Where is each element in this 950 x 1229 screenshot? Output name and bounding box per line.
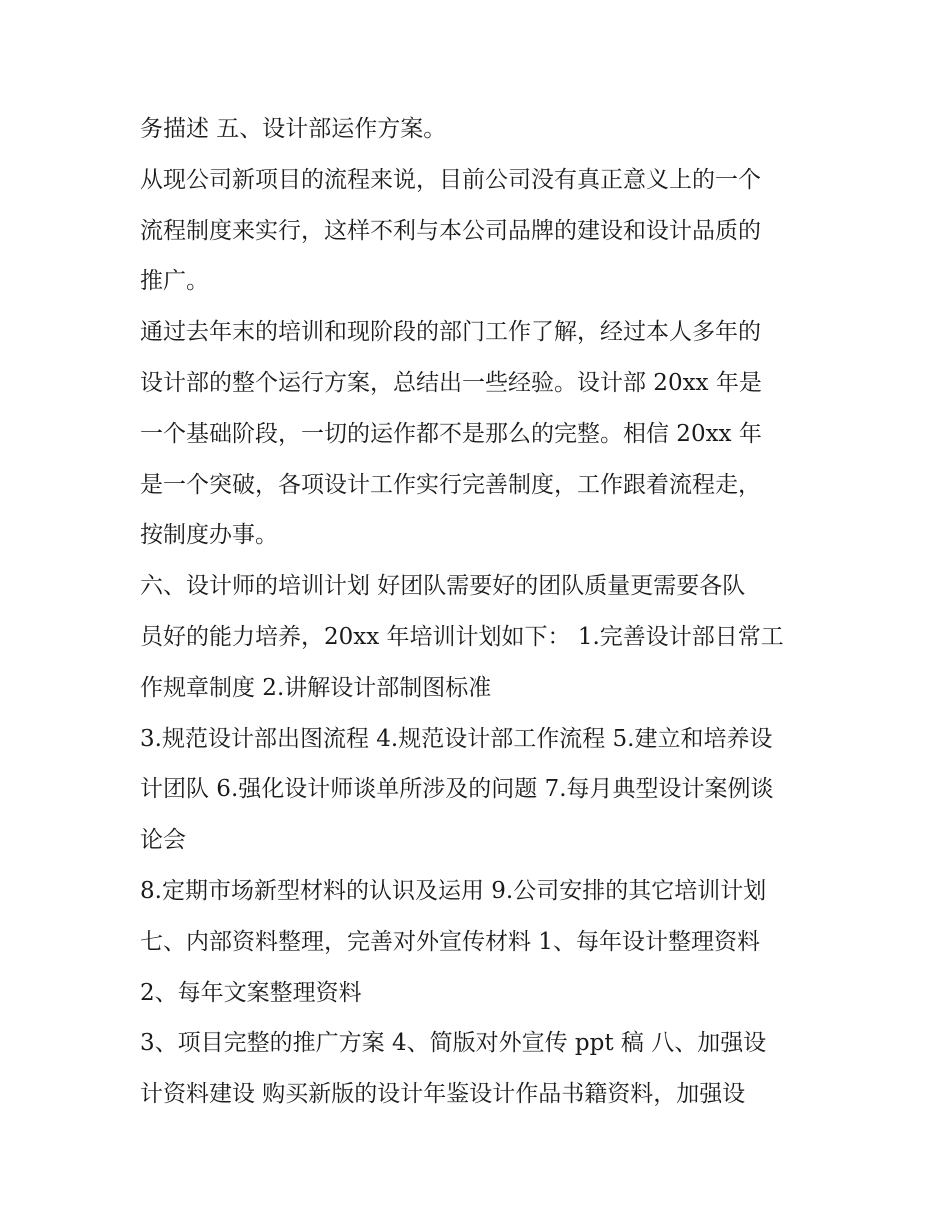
text-line: 作规章制度 2.讲解设计部制图标准 [140, 674, 492, 701]
text-line: 计团队 6.强化设计师谈单所涉及的问题 7.每月典型设计案例谈 [140, 776, 774, 803]
text-line: 是一个突破，各项设计工作实行完善制度，工作跟着流程走， [140, 471, 761, 498]
text-line: 推广。 [140, 268, 209, 295]
text-line: 六、设计师的培训计划 好团队需要好的团队质量更需要各队 [140, 573, 746, 600]
text-line: 计资料建设 购买新版的设计年鉴设计作品书籍资料，加强设 [140, 1081, 746, 1108]
text-line: 流程制度来实行，这样不利与本公司品牌的建设和设计品质的 [140, 217, 761, 244]
text-line: 3.规范设计部出图流程 4.规范设计部工作流程 5.建立和培养设 [140, 725, 773, 752]
text-line: 2、每年文案整理资料 [140, 979, 362, 1006]
text-line: 一个基础阶段，一切的运作都不是那么的完整。相信 20xx 年 [140, 420, 762, 447]
document-body [140, 104, 820, 1120]
text-line: 务描述 五、设计部运作方案。 [140, 116, 447, 142]
text-line: 员好的能力培养，20xx 年培训计划如下： 1.完善设计部日常工 [140, 623, 784, 650]
text-line: 论会 [140, 827, 186, 854]
text-line: 设计部的整个运行方案，总结出一些经验。设计部 20xx 年是 [140, 369, 762, 396]
text-line: 8.定期市场新型材料的认识及运用 9.公司安排的其它培训计划 [140, 877, 767, 904]
text-line: 3、项目完整的推广方案 4、简版对外宣传 ppt 稿 八、加强设 [140, 1030, 767, 1057]
text-line: 按制度办事。 [140, 522, 278, 549]
text-line: 七、内部资料整理，完善对外宣传材料 1、每年设计整理资料 [140, 928, 760, 955]
text-line: 从现公司新项目的流程来说，目前公司没有真正意义上的一个 [140, 166, 761, 193]
text-line: 通过去年末的培训和现阶段的部门工作了解，经过本人多年的 [140, 319, 761, 346]
